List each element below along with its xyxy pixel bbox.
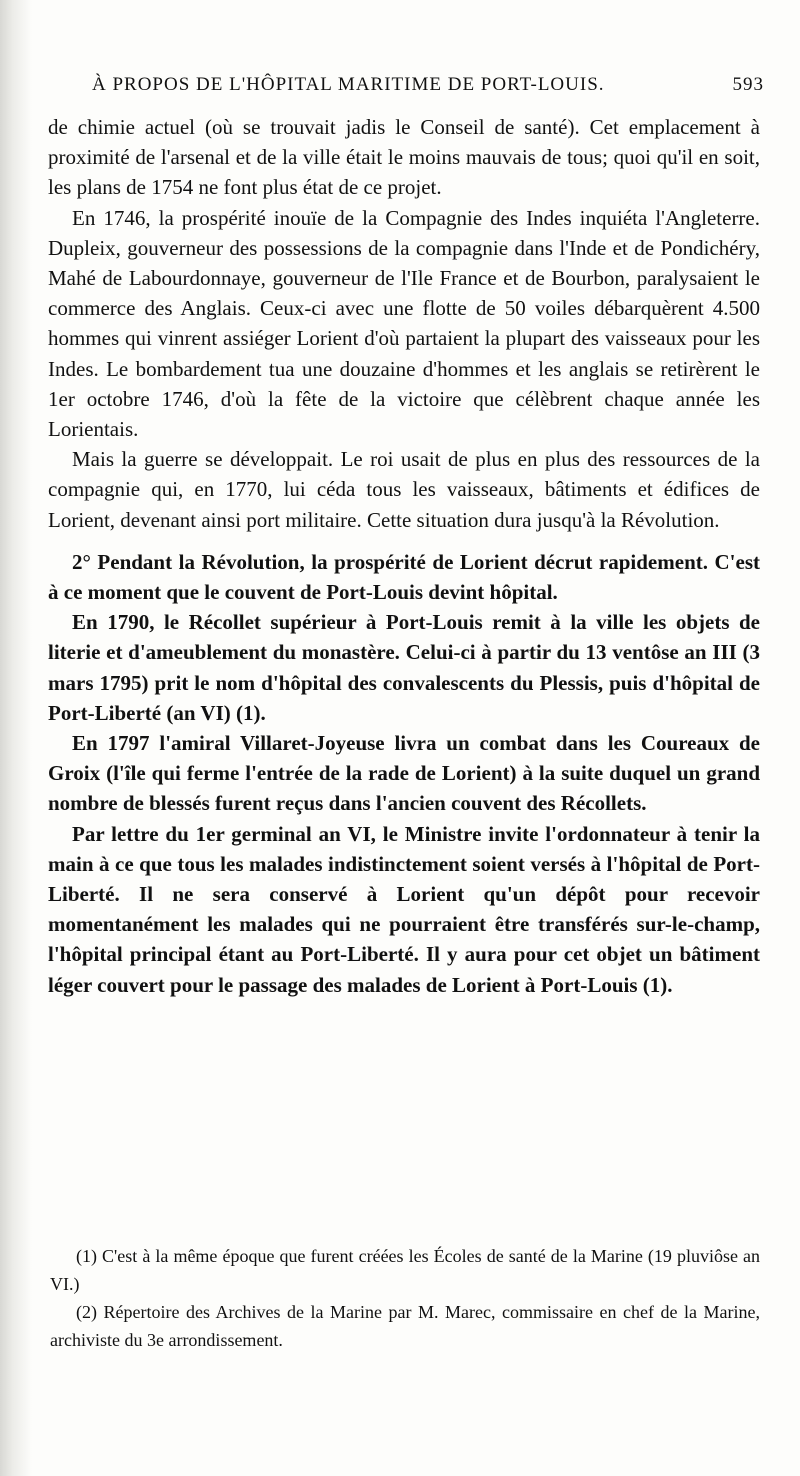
paragraph-1746-siege: En 1746, la prospérité inouïe de la Compagnie des Indes inquiéta l'Angleterre. Dupleix, gouverneur des possessions de la compagnie dans l'Inde et de Pondichéry, Mahé de Labourdonnaye, gouverneur de l'Ile France et de Bourbon, paralysaient le commerce des Anglais. Ceux-ci avec une flotte de 50 voiles débarquèrent 4.500 hommes qui vinrent assiéger Lorient d'où partaient la plupart des vaisseaux pour les Indes. Le bombardement tua une douzaine d'hommes et les anglais se retirèrent le 1er octobre 1746, d'où la fête de la victoire que célèbrent chaque année les Lorientais. bbox=[48, 205, 760, 442]
paragraph-1797: En 1797 l'amiral Villaret-Joyeuse livra un combat dans les Coureaux de Groix (l'île qui ferme l'entrée de la rade de Lorient) à la suite duquel un grand nombre de blessés furent reçus dans l'ancien couvent des Récollets. bbox=[48, 731, 760, 816]
page-number: 593 bbox=[732, 74, 764, 95]
footnote-2: (2) Répertoire des Archives de la Marine par M. Marec, commissaire en chef de la Marine, archiviste du 3e arrondissement. bbox=[50, 1302, 760, 1350]
footnote-1: (1) C'est à la même époque que furent créées les Écoles de santé de la Marine (19 pluviôse an VI.) bbox=[50, 1246, 760, 1294]
paragraph-continuation: de chimie actuel (où se trouvait jadis le Conseil de santé). Cet emplacement à proximité de l'arsenal et de la ville était le moins mauvais de tous; quoi qu'il en soit, les plans de 1754 ne font plus état de ce projet. bbox=[48, 115, 760, 200]
paragraph-germinal-letter: Par lettre du 1er germinal an VI, le Ministre invite l'ordonnateur à tenir la main à ce que tous les malades indistinctement soient versés à l'hôpital de Port-Liberté. Il ne sera conservé à Lorient qu'un dépôt pour recevoir momentanément les malades qui ne pourraient être transférés sur-le-champ, l'hôpital principal étant au Port-Liberté. Il y aura pour cet objet un bâtiment léger couvert pour le passage des malades de Lorient à Port-Louis (1). bbox=[48, 821, 760, 997]
paragraph-war-company: Mais la guerre se développait. Le roi usait de plus en plus des ressources de la compagnie qui, en 1770, lui céda tous les vaisseaux, bâtiments et édifices de Lorient, devenant ainsi port militaire. Cette situation dura jusqu'à la Révolution. bbox=[48, 447, 760, 532]
scan-edge-shadow bbox=[0, 0, 32, 1476]
footnotes bbox=[50, 1242, 760, 1354]
main-text bbox=[48, 112, 760, 1000]
paragraph-1790: En 1790, le Récollet supérieur à Port-Louis remit à la ville les objets de literie et d'ameublement du monastère. Celui-ci à partir du 13 ventôse an III (3 mars 1795) prit le nom d'hôpital des convalescents du Plessis, puis d'hôpital de Port-Liberté (an VI) (1). bbox=[48, 610, 760, 725]
paragraph-revolution: 2° Pendant la Révolution, la prospérité de Lorient décrut rapidement. C'est à ce moment que le couvent de Port-Louis devint hôpital. bbox=[48, 549, 760, 605]
running-header bbox=[92, 74, 764, 104]
running-title: À PROPOS DE L'HÔPITAL MARITIME DE PORT-LOUIS. bbox=[92, 74, 605, 95]
